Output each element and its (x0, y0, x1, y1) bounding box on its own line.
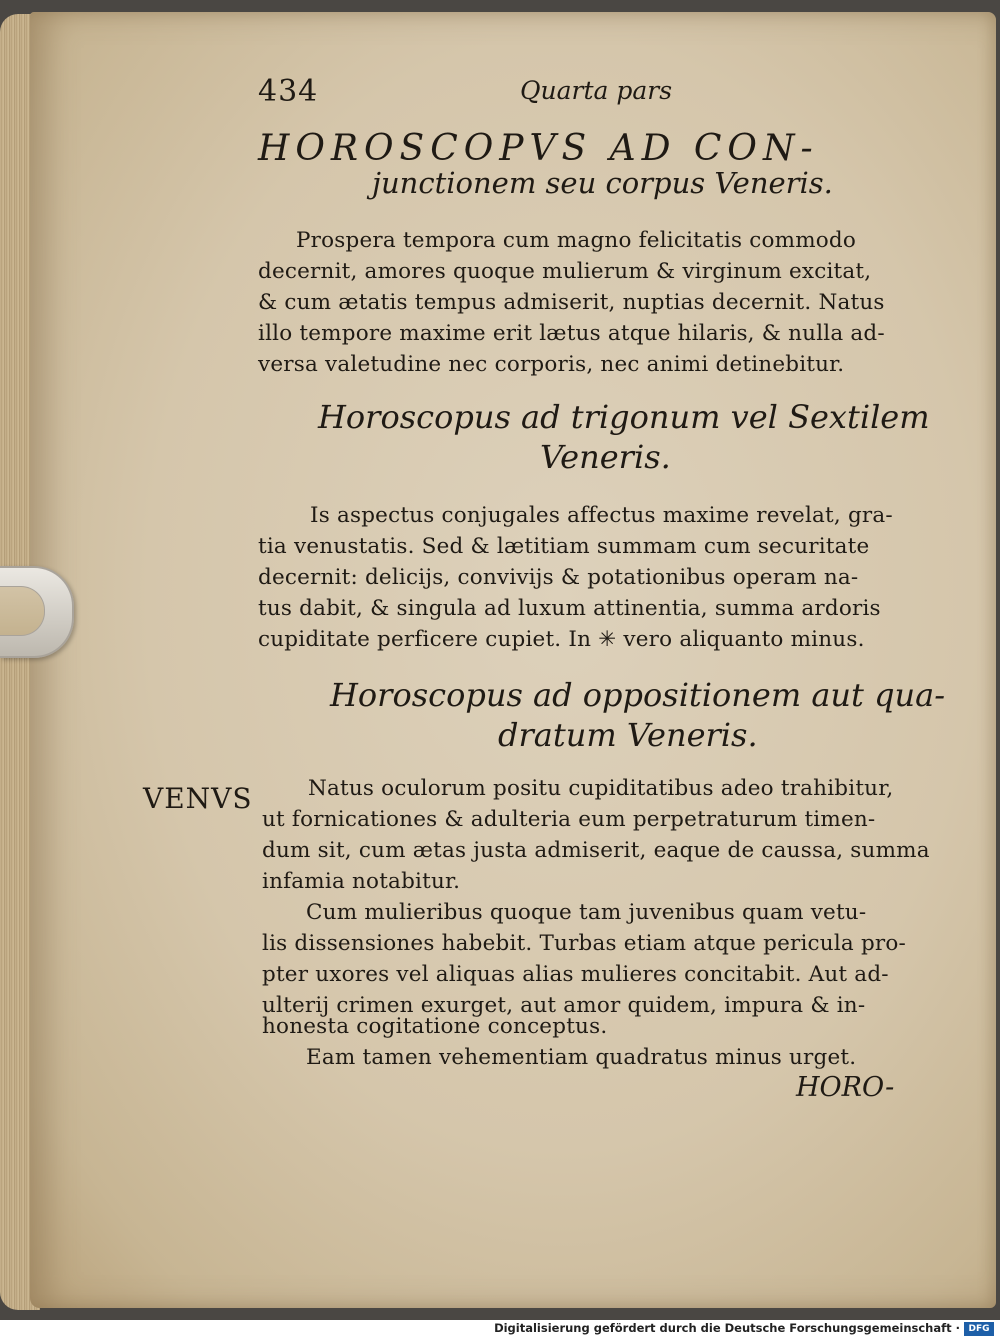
section3-heading-line-2: dratum Veneris. (498, 716, 758, 754)
footer (0, 1320, 1000, 1339)
section1-body-line-5: versa valetudine nec corporis, nec animi detinebitur. (258, 352, 845, 377)
section1-body-line-4: illo tempore maxime erit lætus atque hilaris, & nulla ad- (258, 321, 885, 346)
section3-body-line-10: Eam tamen vehementiam quadratus minus urget. (306, 1045, 857, 1070)
section2-body-line-2: tia venustatis. Sed & lætitiam summam cum securitate (258, 534, 870, 559)
section2-body-line-5: cupiditate perficere cupiet. In ✳ vero aliquanto minus. (258, 627, 865, 652)
margin-note: VENVS (143, 782, 253, 815)
section3-body-line-8: ulterij crimen exurget, aut amor quidem, impura & in- (262, 993, 866, 1018)
section3-body-line-1: Natus oculorum positu cupiditatibus adeo trahibitur, (308, 776, 894, 801)
page-clip (0, 566, 74, 658)
section3-body-line-2: ut fornicationes & adulteria eum perpetraturum timen- (262, 807, 876, 832)
section3-body-line-3: dum sit, cum ætas justa admiserit, eaque de caussa, summa (262, 838, 930, 863)
section3-body-line-6: lis dissensiones habebit. Turbas etiam atque pericula pro- (262, 931, 907, 956)
section2-heading-line-2: Veneris. (540, 438, 671, 476)
page-clip-inner (0, 586, 45, 636)
section2-body-line-4: tus dabit, & singula ad luxum attinentia, summa ardoris (258, 596, 881, 621)
section3-body-line-9: honesta cogitatione conceptus. (262, 1014, 608, 1039)
section3-body-line-4: infamia notabitur. (262, 869, 461, 894)
running-head: Quarta pars (520, 76, 673, 105)
section1-heading-line-1: HOROSCOPVS AD CON- (258, 128, 819, 169)
footer-credit: Digitalisierung gefördert durch die Deutsche Forschungsgemeinschaft · (494, 1321, 960, 1335)
section1-body-line-1: Prospera tempora cum magno felicitatis commodo (296, 228, 857, 253)
page-number: 434 (258, 74, 319, 109)
page (30, 12, 996, 1308)
section1-body-line-3: & cum ætatis tempus admiserit, nuptias decernit. Natus (258, 290, 885, 315)
section1-heading-line-2: junctionem seu corpus Veneris. (372, 166, 833, 200)
catchword: HORO- (796, 1072, 895, 1103)
section3-body-line-7: pter uxores vel aliquas alias mulieres concitabit. Aut ad- (262, 962, 889, 987)
section2-body-line-3: decernit: delicijs, convivijs & potationibus operam na- (258, 565, 859, 590)
dfg-logo: DFG (964, 1322, 994, 1336)
section3-body-line-5: Cum mulieribus quoque tam juvenibus quam vetu- (306, 900, 867, 925)
section2-body-line-1: Is aspectus conjugales affectus maxime revelat, gra- (310, 503, 893, 528)
section1-body-line-2: decernit, amores quoque mulierum & virginum excitat, (258, 259, 872, 284)
section3-heading-line-1: Horoscopus ad oppositionem aut qua- (330, 676, 946, 714)
section2-heading-line-1: Horoscopus ad trigonum vel Sextilem (318, 398, 930, 436)
